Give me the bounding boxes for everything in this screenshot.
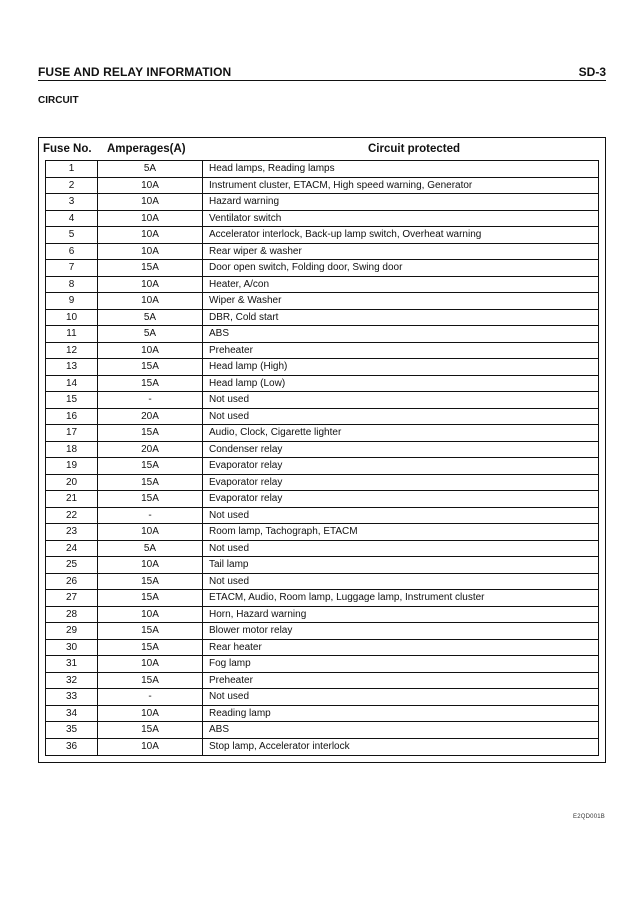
fuse-number-cell: 34 [46, 706, 98, 722]
amperage-cell: 10A [98, 739, 203, 756]
amperage-cell: 10A [98, 656, 203, 672]
table-row [46, 277, 598, 294]
circuit-cell: Instrument cluster, ETACM, High speed warning, Generator [209, 179, 473, 191]
circuit-cell: Fog lamp [209, 658, 251, 670]
circuit-cell: Preheater [209, 674, 253, 686]
amperage-cell: 10A [98, 194, 203, 210]
fuse-number-cell: 13 [46, 359, 98, 375]
circuit-cell: Room lamp, Tachograph, ETACM [209, 526, 358, 538]
amperage-cell: 10A [98, 244, 203, 260]
amperage-cell: - [98, 689, 203, 705]
table-row [46, 161, 598, 178]
amperage-cell: 5A [98, 310, 203, 326]
circuit-cell: Tail lamp [209, 559, 249, 571]
amperage-cell: 15A [98, 491, 203, 507]
circuit-cell: Not used [209, 542, 250, 554]
circuit-cell: Rear heater [209, 641, 262, 653]
amperage-cell: 15A [98, 475, 203, 491]
circuit-cell: Rear wiper & washer [209, 245, 302, 257]
column-header-amperages: Amperages(A) [107, 143, 186, 155]
fuse-number-cell: 5 [46, 227, 98, 243]
table-row [46, 508, 598, 525]
figure-code: E2QD001B [573, 814, 605, 820]
amperage-cell: 10A [98, 607, 203, 623]
table-row [46, 376, 598, 393]
circuit-cell: Evaporator relay [209, 460, 283, 472]
fuse-number-cell: 10 [46, 310, 98, 326]
amperage-cell: 5A [98, 541, 203, 557]
fuse-number-cell: 16 [46, 409, 98, 425]
amperage-cell: 10A [98, 706, 203, 722]
fuse-number-cell: 4 [46, 211, 98, 227]
fuse-number-cell: 19 [46, 458, 98, 474]
amperage-cell: 15A [98, 673, 203, 689]
fuse-number-cell: 9 [46, 293, 98, 309]
table-row [46, 491, 598, 508]
table-header [39, 138, 605, 160]
amperage-cell: 15A [98, 722, 203, 738]
circuit-cell: Ventilator switch [209, 212, 282, 224]
circuit-cell: Door open switch, Folding door, Swing door [209, 262, 403, 274]
amperage-cell: 15A [98, 623, 203, 639]
table-row [46, 194, 598, 211]
table-row [46, 739, 598, 756]
amperage-cell: 10A [98, 178, 203, 194]
amperage-cell: 15A [98, 425, 203, 441]
circuit-cell: Stop lamp, Accelerator interlock [209, 741, 350, 753]
circuit-cell: Not used [209, 691, 250, 703]
fuse-number-cell: 15 [46, 392, 98, 408]
amperage-cell: 5A [98, 326, 203, 342]
circuit-cell: Accelerator interlock, Back-up lamp switch, Overheat warning [209, 229, 482, 241]
amperage-cell: 10A [98, 293, 203, 309]
table-body [45, 160, 599, 756]
amperage-cell: - [98, 508, 203, 524]
circuit-cell: Hazard warning [209, 196, 280, 208]
column-header-circuit: Circuit protected [367, 143, 460, 155]
amperage-cell: 15A [98, 376, 203, 392]
table-row [46, 640, 598, 657]
circuit-cell: Evaporator relay [209, 476, 283, 488]
amperage-cell: 5A [98, 161, 203, 177]
fuse-number-cell: 30 [46, 640, 98, 656]
fuse-number-cell: 32 [46, 673, 98, 689]
fuse-number-cell: 3 [46, 194, 98, 210]
fuse-number-cell: 36 [46, 739, 98, 756]
circuit-cell: Horn, Hazard warning [209, 608, 307, 620]
circuit-cell: Blower motor relay [209, 625, 293, 637]
amperage-cell: 20A [98, 442, 203, 458]
fuse-number-cell: 12 [46, 343, 98, 359]
fuse-number-cell: 1 [46, 161, 98, 177]
table-row [46, 442, 598, 459]
table-row [46, 392, 598, 409]
fuse-number-cell: 25 [46, 557, 98, 573]
fuse-number-cell: 17 [46, 425, 98, 441]
circuit-cell: Audio, Clock, Cigarette lighter [209, 427, 342, 439]
table-row [46, 409, 598, 426]
fuse-number-cell: 33 [46, 689, 98, 705]
table-row [46, 425, 598, 442]
table-row [46, 722, 598, 739]
amperage-cell: 15A [98, 458, 203, 474]
amperage-cell: 10A [98, 343, 203, 359]
fuse-number-cell: 22 [46, 508, 98, 524]
column-header-fuse-no: Fuse No. [43, 143, 92, 155]
amperage-cell: 15A [98, 574, 203, 590]
fuse-table [38, 137, 606, 763]
circuit-cell: DBR, Cold start [209, 311, 279, 323]
fuse-number-cell: 7 [46, 260, 98, 276]
circuit-cell: ABS [209, 724, 230, 736]
fuse-number-cell: 31 [46, 656, 98, 672]
table-row [46, 607, 598, 624]
amperage-cell: 15A [98, 640, 203, 656]
amperage-cell: 15A [98, 359, 203, 375]
table-row [46, 541, 598, 558]
circuit-cell: ABS [209, 328, 230, 340]
table-row [46, 244, 598, 261]
circuit-cell: Condenser relay [209, 443, 283, 455]
fuse-number-cell: 26 [46, 574, 98, 590]
fuse-number-cell: 24 [46, 541, 98, 557]
circuit-cell: ETACM, Audio, Room lamp, Luggage lamp, Instrument cluster [209, 592, 485, 604]
amperage-cell: 20A [98, 409, 203, 425]
table-row [46, 260, 598, 277]
fuse-number-cell: 11 [46, 326, 98, 342]
fuse-number-cell: 23 [46, 524, 98, 540]
fuse-number-cell: 2 [46, 178, 98, 194]
circuit-cell: Reading lamp [209, 707, 271, 719]
table-row [46, 524, 598, 541]
circuit-cell: Not used [209, 509, 250, 521]
fuse-number-cell: 27 [46, 590, 98, 606]
circuit-cell: Preheater [209, 344, 253, 356]
fuse-number-cell: 6 [46, 244, 98, 260]
circuit-cell: Head lamp (Low) [209, 377, 286, 389]
fuse-number-cell: 21 [46, 491, 98, 507]
circuit-cell: Evaporator relay [209, 493, 283, 505]
fuse-number-cell: 35 [46, 722, 98, 738]
amperage-cell: 15A [98, 590, 203, 606]
circuit-cell: Wiper & Washer [209, 295, 282, 307]
table-row [46, 178, 598, 195]
amperage-cell: - [98, 392, 203, 408]
amperage-cell: 15A [98, 260, 203, 276]
fuse-number-cell: 14 [46, 376, 98, 392]
fuse-number-cell: 28 [46, 607, 98, 623]
fuse-number-cell: 18 [46, 442, 98, 458]
circuit-cell: Not used [209, 394, 250, 406]
header-divider [38, 80, 606, 81]
circuit-cell: Not used [209, 575, 250, 587]
section-label: CIRCUIT [38, 95, 79, 106]
table-row [46, 673, 598, 690]
table-row [46, 211, 598, 228]
table-row [46, 310, 598, 327]
amperage-cell: 10A [98, 524, 203, 540]
circuit-cell: Head lamps, Reading lamps [209, 163, 335, 175]
amperage-cell: 10A [98, 277, 203, 293]
table-row [46, 623, 598, 640]
fuse-number-cell: 29 [46, 623, 98, 639]
table-row [46, 343, 598, 360]
table-row [46, 359, 598, 376]
table-row [46, 475, 598, 492]
fuse-number-cell: 20 [46, 475, 98, 491]
table-row [46, 293, 598, 310]
table-row [46, 227, 598, 244]
table-row [46, 326, 598, 343]
amperage-cell: 10A [98, 227, 203, 243]
circuit-cell: Not used [209, 410, 250, 422]
table-row [46, 574, 598, 591]
amperage-cell: 10A [98, 557, 203, 573]
fuse-number-cell: 8 [46, 277, 98, 293]
table-row [46, 557, 598, 574]
page-title: FUSE AND RELAY INFORMATION [38, 65, 232, 79]
table-row [46, 706, 598, 723]
amperage-cell: 10A [98, 211, 203, 227]
table-row [46, 656, 598, 673]
page-number: SD-3 [578, 65, 606, 79]
circuit-cell: Heater, A/con [209, 278, 270, 290]
table-row [46, 458, 598, 475]
table-row [46, 590, 598, 607]
circuit-cell: Head lamp (High) [209, 361, 288, 373]
table-row [46, 689, 598, 706]
